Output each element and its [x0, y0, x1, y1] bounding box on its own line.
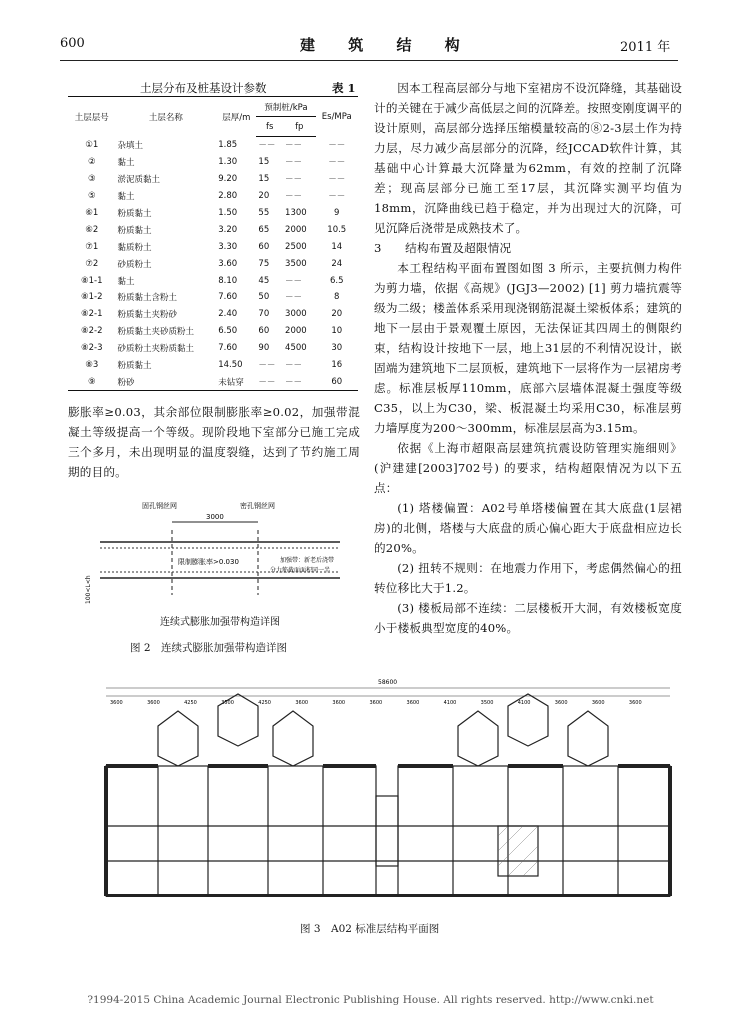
table-cell: 75	[258, 258, 270, 269]
label-note-2: 分力筋截面面积同一半	[270, 567, 331, 574]
table-cell: 20	[331, 309, 343, 320]
grid-dimensions	[110, 700, 642, 706]
figure-2-caption: 图 2 连续式膨胀加强带构造详图	[130, 642, 288, 654]
grid-dimension-label: 3600	[332, 700, 346, 706]
table-cell: 10	[331, 326, 343, 337]
col-thickness: 层厚/m	[216, 97, 256, 137]
figure-3-caption: 图 3 A02 标准层结构平面图	[300, 923, 440, 935]
table-cell: 15	[258, 157, 270, 168]
table-cell: 4500	[285, 343, 307, 354]
shear-walls	[104, 764, 672, 897]
table-row	[68, 137, 358, 154]
table-cell: 70	[258, 309, 270, 320]
table-cell: －－	[328, 158, 346, 169]
col-fs: fs	[256, 117, 283, 137]
table-cell: 1.50	[218, 208, 238, 218]
paragraph-layout: 本工程结构平面布置图如图 3 所示，主要抗侧力构件为剪力墙，依据《高规》(JGJ3—2002) [1] 剪力墙抗震等级为二级；楼盖体系采用现浇钢筋混凝土梁板体系；建筑的地下一层由于景观覆土原因，无法保证其四周土的侧限约束，结构设计按地下一层，地上31层的不利情况设计，嵌固端为建筑地下二层顶板，建筑地下一层将作为一层裙房考虑。标准层板厚110mm，底部六层墙体混凝土强度等级C35，以上为C30，梁、板混凝土均采用C30，标准层剪力墙厚度为200～300mm，标准层层高为3.15m。	[374, 261, 682, 435]
table-cell: 淤泥质黏土	[117, 175, 161, 186]
table-cell: 2.40	[218, 309, 238, 320]
label-title: 连续式膨胀加强带构造详图	[160, 617, 280, 628]
table-cell: ⑦1	[85, 241, 99, 252]
grid-dimension-label: 3500	[480, 700, 494, 706]
table-cell: 黏土	[117, 192, 135, 203]
table-cell: 15	[258, 174, 270, 185]
table-cell: 粉质黏土	[117, 225, 152, 236]
col-fp: fp	[283, 117, 315, 137]
table-cell: 8.10	[218, 275, 238, 286]
table-cell: 杂填土	[117, 141, 144, 152]
table-cell: 20	[258, 191, 270, 202]
overall-dimension: 58600	[378, 679, 398, 686]
table-cell: －－	[256, 373, 283, 390]
table-cell: －－	[285, 276, 303, 287]
soil-table-body	[68, 137, 358, 391]
table-cell: 粉质黏土	[117, 361, 152, 372]
table-cell: 65	[258, 224, 270, 235]
grid-dimension-label: 3600	[295, 700, 309, 706]
col-layer-name: 土层名称	[116, 97, 217, 137]
table-cell: 1.30	[218, 157, 238, 168]
table-row	[68, 188, 358, 205]
table-cell: ⑥2	[85, 224, 99, 235]
table-cell: －－	[285, 175, 303, 186]
table-cell: －－	[283, 373, 315, 390]
label-expansion: 限制膨胀率>0.030	[178, 558, 239, 566]
table-cell: 1300	[285, 208, 307, 218]
table-cell: 10.5	[327, 224, 347, 235]
label-mesh-right: 密孔钢丝网	[240, 502, 275, 510]
table-title: 土层分布及桩基设计参数	[140, 81, 267, 95]
table-cell: 6.50	[218, 326, 238, 337]
label-note-1: 加强带：新老后浇带	[280, 557, 335, 564]
grid-dimension-label: 4250	[258, 700, 272, 706]
table-cell: 3500	[285, 258, 307, 269]
table-cell: ⑤	[87, 191, 96, 202]
table-cell: 1.85	[218, 140, 238, 151]
table-cell: 黏土	[117, 158, 135, 169]
table-cell: 粉砂	[116, 373, 217, 390]
table-cell: 砂质粉土	[117, 259, 152, 270]
table-cell: 3.60	[218, 258, 238, 269]
paragraph-torsion: (2) 扭转不规则：在地震力作用下，考虑偶然偏心的扭转位移比大于1.2。	[374, 561, 682, 595]
hatch-area	[498, 826, 538, 876]
table-cell: 粉质黏土	[117, 209, 152, 219]
table-cell: 砂质粉土夹粉质黏土	[117, 344, 195, 355]
table-cell: ⑧2-1	[81, 309, 103, 320]
journal-year: 2011 年	[620, 40, 671, 55]
table-cell: ⑦2	[85, 258, 99, 269]
table-row	[68, 323, 358, 340]
grid-dimension-label: 3600	[628, 700, 642, 706]
grid-dimension-label: 3600	[110, 700, 123, 706]
left-paragraph: 膨胀率≥0.03，其余部位限制膨胀率≥0.02，加强带混凝土等级提高一个等级。现阶段地下室部分已施工完成三个多月，未出现明显的温度裂缝，达到了节约施工周期的目的。	[68, 405, 360, 479]
table-row	[68, 238, 358, 255]
table-cell: ⑧1-2	[81, 292, 103, 303]
table-cell: 60	[258, 241, 270, 252]
table-cell: 8	[334, 292, 340, 303]
table-row	[68, 205, 358, 222]
table-cell: 30	[331, 343, 343, 354]
table-cell: 55	[258, 208, 270, 218]
table-cell: －－	[285, 293, 303, 304]
page-number: 600	[60, 36, 85, 51]
grid-dimension-label: 3600	[554, 700, 568, 706]
table-cell: 粉质黏土含粉土	[117, 293, 178, 304]
table-row	[68, 373, 358, 390]
table-cell: 9.20	[218, 174, 238, 185]
table-cell: 14	[331, 241, 343, 252]
table-cell: 2000	[285, 224, 307, 235]
plan-outline	[106, 694, 670, 896]
table-row	[68, 289, 358, 306]
col-es: Es/MPa	[316, 97, 359, 137]
table-cell: 3.20	[218, 224, 238, 235]
table-cell: －－	[285, 141, 303, 152]
figure-3-floor-plan	[98, 676, 678, 911]
table-cell: －－	[285, 158, 303, 169]
table-cell: 9	[334, 208, 340, 218]
grid-dimension-label: 3500	[221, 700, 234, 706]
table-row	[68, 221, 358, 238]
table-cell: 2.80	[218, 191, 238, 202]
col-layer-no: 土层层号	[68, 97, 116, 137]
table-cell: 粉质黏土夹砂质粉土	[117, 327, 195, 338]
grid-dimension-label: 4250	[184, 700, 197, 706]
table-cell: 3000	[285, 309, 307, 320]
grid-dimension-label: 3600	[147, 700, 160, 706]
table-cell: 60	[316, 373, 359, 390]
table-cell: ⑧1-1	[81, 275, 103, 286]
table-cell: －－	[258, 361, 276, 372]
table-row	[68, 255, 358, 272]
grid-dimension-label: 4100	[517, 700, 531, 706]
table-cell: 60	[258, 326, 270, 337]
table-cell: ⑥1	[85, 208, 99, 218]
header-rule	[60, 60, 678, 61]
figure-2-diagram	[80, 500, 352, 630]
grid-dimension-label: 3600	[406, 700, 420, 706]
paragraph-settlement: 因本工程高层部分与地下室裙房不设沉降缝，其基础设计的关键在于减少高低层之间的沉降差。按照变刚度调平的设计原则，高层部分选择压缩模量较高的⑧2-3层土作为持力层，尽力减少高层部分的沉降，经JCCAD软件计算，其基础中心计算最大沉降量为62mm，有效的控制了沉降差；现高层部分已施工至17层，其沉降实测平均值为18mm，沉降曲线已趋于稳定，并为出现过大的沉降，可见沉降后浇带是成熟技术了。	[374, 81, 682, 235]
table-cell: 2500	[285, 241, 307, 252]
table-cell: －－	[328, 175, 346, 186]
table-cell: 2000	[285, 326, 307, 337]
table-cell: 未钻穿	[216, 373, 256, 390]
table-cell: ⑧2-2	[81, 326, 103, 337]
paragraph-criteria: 依据《上海市超限高层建筑抗震设防管理实施细则》(沪建建[2003]702号) 的要求，结构超限情况为以下五点：	[374, 441, 682, 495]
table-cell: ⑧3	[85, 360, 99, 371]
table-row	[68, 340, 358, 357]
table-row	[68, 171, 358, 188]
table-cell: 90	[258, 343, 270, 354]
copyright-footer: ?1994-2015 China Academic Journal Electronic Publishing House. All rights reserved. http://www.cnki.net	[87, 994, 654, 1006]
section-heading: 3 结构布置及超限情况	[374, 241, 512, 255]
grid-dimension-label: 3600	[369, 700, 383, 706]
label-mesh-left: 固孔钢丝网	[142, 502, 177, 510]
table-cell: ⑧2-3	[81, 343, 103, 354]
table-cell: ②	[87, 157, 96, 168]
table-row	[68, 306, 358, 323]
table-cell: 黏质粉土	[117, 242, 152, 253]
table-row	[68, 154, 358, 171]
table-cell: 16	[331, 360, 343, 371]
table-cell: 7.60	[218, 343, 238, 354]
label-side: 100<L<h	[85, 575, 92, 604]
col-precast-pile: 预制桩/kPa	[256, 97, 315, 117]
table-cell: －－	[328, 141, 346, 152]
label-width: 3000	[206, 513, 224, 521]
table-cell: 45	[258, 275, 270, 286]
table-cell: 3.30	[218, 241, 238, 252]
table-cell: 粉质黏土夹粉砂	[117, 310, 178, 321]
table-cell: ①1	[85, 140, 99, 151]
table-cell: 7.60	[218, 292, 238, 303]
paragraph-slab: (3) 楼板局部不连续：二层楼板开大洞，有效楼板宽度小于楼板典型宽度的40%。	[374, 601, 682, 635]
table-cell: 黏土	[117, 276, 135, 287]
grid-dimension-label: 3600	[591, 700, 605, 706]
table-cell: 14.50	[218, 360, 243, 371]
table-cell: －－	[258, 141, 276, 152]
grid-dimension-label: 4100	[443, 700, 457, 706]
journal-title: 建 筑 结 构	[300, 36, 474, 54]
paragraph-tower-offset: (1) 塔楼偏置：A02号单塔楼偏置在其大底盘(1层裙房)的北侧，塔楼与大底盘的质心偏心距大于底盘相应边长的20%。	[374, 501, 682, 555]
table-cell: 6.5	[329, 275, 344, 286]
table-cell: －－	[285, 361, 303, 372]
table-cell: 24	[331, 258, 343, 269]
right-column	[374, 78, 682, 638]
table-row	[68, 357, 358, 374]
soil-table	[68, 96, 358, 391]
table-row	[68, 272, 358, 289]
table-cell: －－	[328, 192, 346, 203]
table-cell: －－	[285, 192, 303, 203]
table-cell: 50	[258, 292, 270, 303]
table-cell: ③	[87, 174, 96, 185]
table-cell: ⑨	[68, 373, 116, 390]
table-number: 表 1	[332, 81, 356, 95]
